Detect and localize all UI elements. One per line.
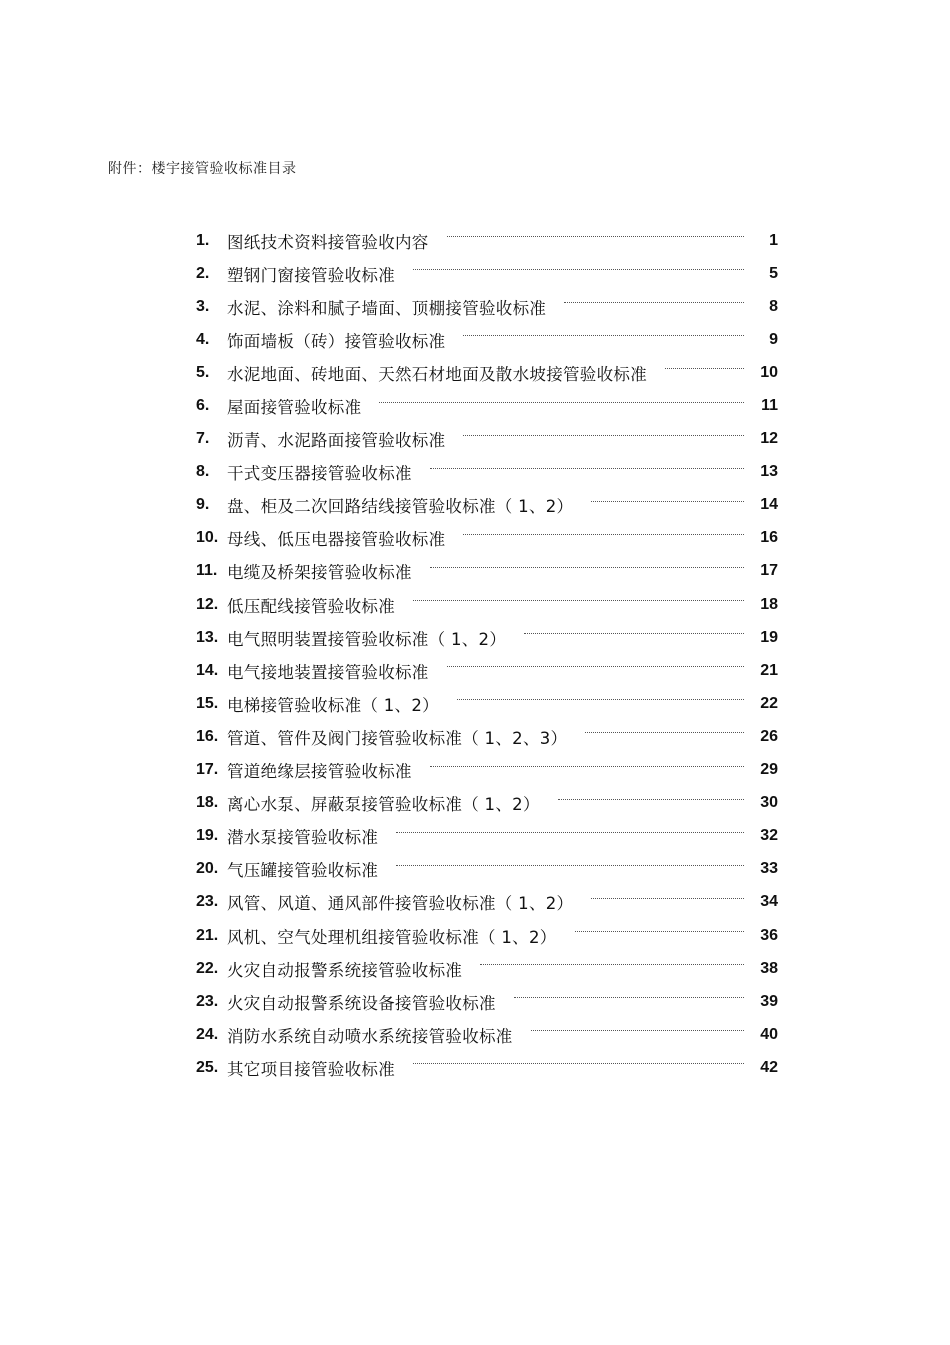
- toc-entry-title: 管道绝缘层接管验收标准: [227, 762, 412, 782]
- toc-dot-leader: [430, 766, 744, 767]
- toc-entry-title: 消防水系统自动喷水系统接管验收标准: [227, 1026, 513, 1046]
- toc-entry: [196, 820, 778, 853]
- toc-entry-number: 25.: [196, 1058, 219, 1076]
- toc-entry-title: 火灾自动报警系统设备接管验收标准: [227, 993, 496, 1013]
- toc-dot-leader: [524, 633, 744, 634]
- toc-entry-page: 39: [760, 992, 778, 1010]
- toc-entry-title: 盘、柜及二次回路结线接管验收标准（ 1、2）: [227, 497, 574, 517]
- toc-entry-title: 图纸技术资料接管验收内容: [227, 232, 429, 252]
- toc-dot-leader: [591, 501, 744, 502]
- toc-dot-leader: [447, 666, 744, 667]
- toc-entry-page: 21: [760, 661, 778, 679]
- toc-entry-number: 14.: [196, 661, 219, 679]
- toc-entry-page: 26: [760, 727, 778, 745]
- toc-dot-leader: [585, 732, 744, 733]
- toc-entry-number: 23.: [196, 992, 219, 1010]
- toc-entry-title: 低压配线接管验收标准: [227, 596, 395, 616]
- toc-entry-page: 12: [760, 430, 778, 448]
- toc-entry-number: 2.: [196, 264, 210, 282]
- toc-entry-page: 13: [760, 463, 778, 481]
- toc-entry-title: 屋面接管验收标准: [227, 398, 362, 418]
- toc-entry-number: 22.: [196, 959, 219, 977]
- toc-entry: [196, 423, 778, 456]
- toc-dot-leader: [575, 931, 744, 932]
- toc-entry-title: 沥青、水泥路面接管验收标准: [227, 431, 446, 451]
- toc-entry-page: 9: [769, 330, 778, 348]
- toc-entry-number: 15.: [196, 694, 219, 712]
- toc-entry-number: 17.: [196, 761, 219, 779]
- toc-entry-page: 17: [760, 562, 778, 580]
- toc-entry: [196, 919, 778, 952]
- toc-entry-number: 12.: [196, 595, 219, 613]
- toc-entry-title: 电缆及桥架接管验收标准: [227, 563, 412, 583]
- toc-dot-leader: [457, 699, 744, 700]
- toc-entry: [196, 323, 778, 356]
- toc-entry: [196, 588, 778, 621]
- toc-entry-title: 其它项目接管验收标准: [227, 1059, 395, 1079]
- toc-entry: [196, 985, 778, 1018]
- toc-entry: [196, 952, 778, 985]
- toc-entry: [196, 522, 778, 555]
- toc-dot-leader: [564, 302, 744, 303]
- toc-dot-leader: [463, 534, 744, 535]
- toc-entry-title: 管道、管件及阀门接管验收标准（ 1、2、3）: [227, 728, 568, 748]
- toc-dot-leader: [665, 368, 744, 369]
- toc-entry-title: 电气接地装置接管验收标准: [227, 662, 429, 682]
- toc-entry-title: 水泥、涂料和腻子墙面、顶棚接管验收标准: [227, 298, 547, 318]
- toc-entry-title: 母线、低压电器接管验收标准: [227, 530, 446, 550]
- toc-entry-title: 潜水泵接管验收标准: [227, 828, 379, 848]
- toc-entry: [196, 853, 778, 886]
- toc-entry-page: 42: [760, 1058, 778, 1076]
- toc-entry-page: 36: [760, 926, 778, 944]
- toc-entry-title: 火灾自动报警系统接管验收标准: [227, 960, 463, 980]
- toc-entry-page: 18: [760, 595, 778, 613]
- toc-entry-page: 1: [769, 231, 778, 249]
- toc-entry: [196, 356, 778, 389]
- toc-dot-leader: [430, 468, 744, 469]
- toc-entry-number: 8.: [196, 463, 210, 481]
- toc-entry-page: 16: [760, 529, 778, 547]
- toc-dot-leader: [463, 335, 744, 336]
- toc-entry-page: 5: [769, 264, 778, 282]
- toc-entry-page: 34: [760, 893, 778, 911]
- toc-entry: [196, 257, 778, 290]
- toc-entry-number: 23.: [196, 893, 219, 911]
- toc-entry-page: 19: [760, 628, 778, 646]
- toc-entry-number: 21.: [196, 926, 219, 944]
- toc-entry: [196, 886, 778, 919]
- toc-dot-leader: [531, 1030, 744, 1031]
- toc-dot-leader: [413, 269, 744, 270]
- toc-entry-title: 饰面墙板（砖）接管验收标准: [227, 331, 446, 351]
- toc-dot-leader: [591, 898, 744, 899]
- toc-dot-leader: [514, 997, 744, 998]
- toc-entry-number: 3.: [196, 297, 210, 315]
- toc-entry-number: 19.: [196, 827, 219, 845]
- toc-dot-leader: [396, 832, 744, 833]
- toc-entry: [196, 1051, 778, 1084]
- toc-entry-page: 10: [760, 363, 778, 381]
- toc-entry-number: 18.: [196, 794, 219, 812]
- toc-entry-page: 38: [760, 959, 778, 977]
- toc-entry-number: 7.: [196, 430, 210, 448]
- toc-entry-number: 1.: [196, 231, 210, 249]
- toc-entry-title: 电气照明装置接管验收标准（ 1、2）: [227, 629, 507, 649]
- toc-entry-title: 电梯接管验收标准（ 1、2）: [227, 695, 439, 715]
- toc-entry: [196, 1018, 778, 1051]
- toc-entry-page: 22: [760, 694, 778, 712]
- toc-entry-title: 气压罐接管验收标准: [227, 861, 379, 881]
- toc-entry-page: 32: [760, 827, 778, 845]
- table-of-contents: [196, 224, 778, 1084]
- toc-entry-number: 16.: [196, 727, 219, 745]
- toc-entry-number: 5.: [196, 363, 210, 381]
- toc-entry-title: 风机、空气处理机组接管验收标准（ 1、2）: [227, 927, 557, 947]
- document-header: 附件：楼宇接管验收标准目录: [108, 161, 297, 177]
- toc-entry: [196, 720, 778, 753]
- toc-dot-leader: [379, 402, 744, 403]
- toc-entry-page: 29: [760, 761, 778, 779]
- toc-entry: [196, 290, 778, 323]
- toc-dot-leader: [413, 600, 744, 601]
- toc-entry-page: 40: [760, 1025, 778, 1043]
- toc-entry: [196, 687, 778, 720]
- toc-entry-title: 离心水泵、屏蔽泵接管验收标准（ 1、2）: [227, 795, 540, 815]
- toc-entry-title: 风管、风道、通风部件接管验收标准（ 1、2）: [227, 894, 574, 914]
- toc-entry-title: 水泥地面、砖地面、天然石材地面及散水坡接管验收标准: [227, 364, 647, 384]
- toc-entry-title: 干式变压器接管验收标准: [227, 464, 412, 484]
- toc-entry: [196, 389, 778, 422]
- toc-entry: [196, 654, 778, 687]
- toc-dot-leader: [480, 964, 744, 965]
- toc-dot-leader: [447, 236, 744, 237]
- toc-dot-leader: [463, 435, 744, 436]
- toc-entry-number: 24.: [196, 1025, 219, 1043]
- toc-entry-number: 13.: [196, 628, 219, 646]
- toc-entry: [196, 456, 778, 489]
- toc-dot-leader: [430, 567, 744, 568]
- toc-entry-page: 30: [760, 794, 778, 812]
- toc-dot-leader: [396, 865, 744, 866]
- toc-entry-number: 9.: [196, 496, 210, 514]
- toc-entry: [196, 555, 778, 588]
- toc-entry-page: 8: [769, 297, 778, 315]
- toc-entry: [196, 754, 778, 787]
- toc-entry-number: 20.: [196, 860, 219, 878]
- toc-entry-page: 33: [760, 860, 778, 878]
- toc-entry-number: 11.: [196, 562, 218, 580]
- toc-entry: [196, 621, 778, 654]
- toc-entry-number: 10.: [196, 529, 219, 547]
- toc-dot-leader: [413, 1063, 744, 1064]
- toc-entry-title: 塑钢门窗接管验收标准: [227, 265, 395, 285]
- toc-entry-number: 6.: [196, 397, 210, 415]
- toc-entry-number: 4.: [196, 330, 210, 348]
- toc-entry-page: 11: [761, 397, 778, 415]
- toc-entry: [196, 224, 778, 257]
- toc-entry: [196, 489, 778, 522]
- toc-dot-leader: [558, 799, 744, 800]
- toc-entry: [196, 787, 778, 820]
- toc-entry-page: 14: [760, 496, 778, 514]
